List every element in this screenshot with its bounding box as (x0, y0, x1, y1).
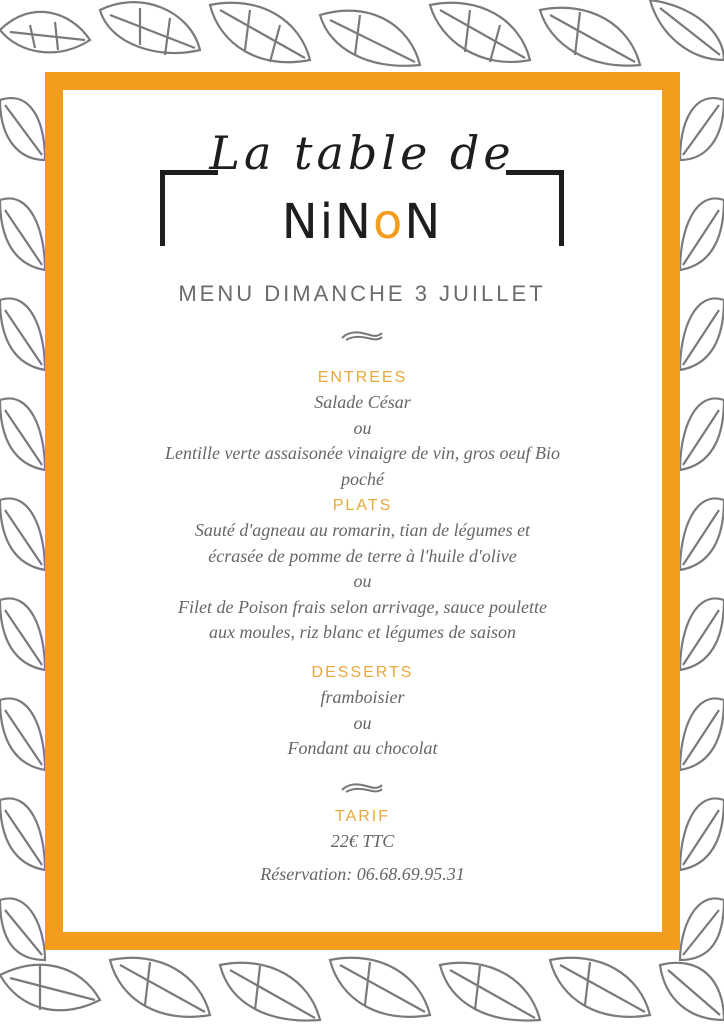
menu-line: Lentille verte assaisonée vinaigre de vin, gros oeuf Bio (164, 443, 561, 463)
menu-line: Salade César (314, 392, 411, 412)
section-entrees (63, 366, 662, 492)
swirl-divider-icon (340, 329, 384, 343)
menu-line: ou (353, 417, 372, 438)
section-heading: ENTREES (317, 369, 408, 386)
menu-line: Filet de Poison frais selon arrivage, sauce poulette (178, 596, 547, 617)
menu-line: Fondant au chocolat (287, 738, 438, 758)
brand-part: N (404, 194, 443, 250)
section-tarif (63, 805, 662, 855)
brand-accent-letter: o (372, 194, 405, 250)
price: 22€ TTC (330, 831, 395, 851)
brand-part: NiN (281, 194, 373, 250)
menu-line: ou (353, 571, 372, 591)
menu-title: MENU DIMANCHE 3 JUILLET (178, 281, 546, 306)
section-heading: PLATS (332, 497, 393, 514)
section-heading: DESSERTS (311, 664, 414, 681)
menu-line: framboisier (320, 687, 405, 707)
menu-line: aux moules, riz blanc et légumes de saison (209, 622, 516, 642)
script-title: La table de (209, 126, 515, 180)
section-desserts (63, 661, 662, 762)
swirl-divider-icon (340, 781, 384, 795)
menu-line: écrasée de pomme de terre à l'huile d'olive (208, 545, 517, 566)
brand-name (0, 194, 724, 250)
menu-line: ou (353, 712, 372, 733)
section-heading: TARIF (334, 808, 391, 825)
reservation-phone: Réservation: 06.68.69.95.31 (260, 864, 465, 884)
menu-line: poché (341, 468, 384, 489)
menu-line: Sauté d'agneau au romarin, tian de légumes et (194, 520, 531, 540)
section-plats (63, 494, 662, 646)
